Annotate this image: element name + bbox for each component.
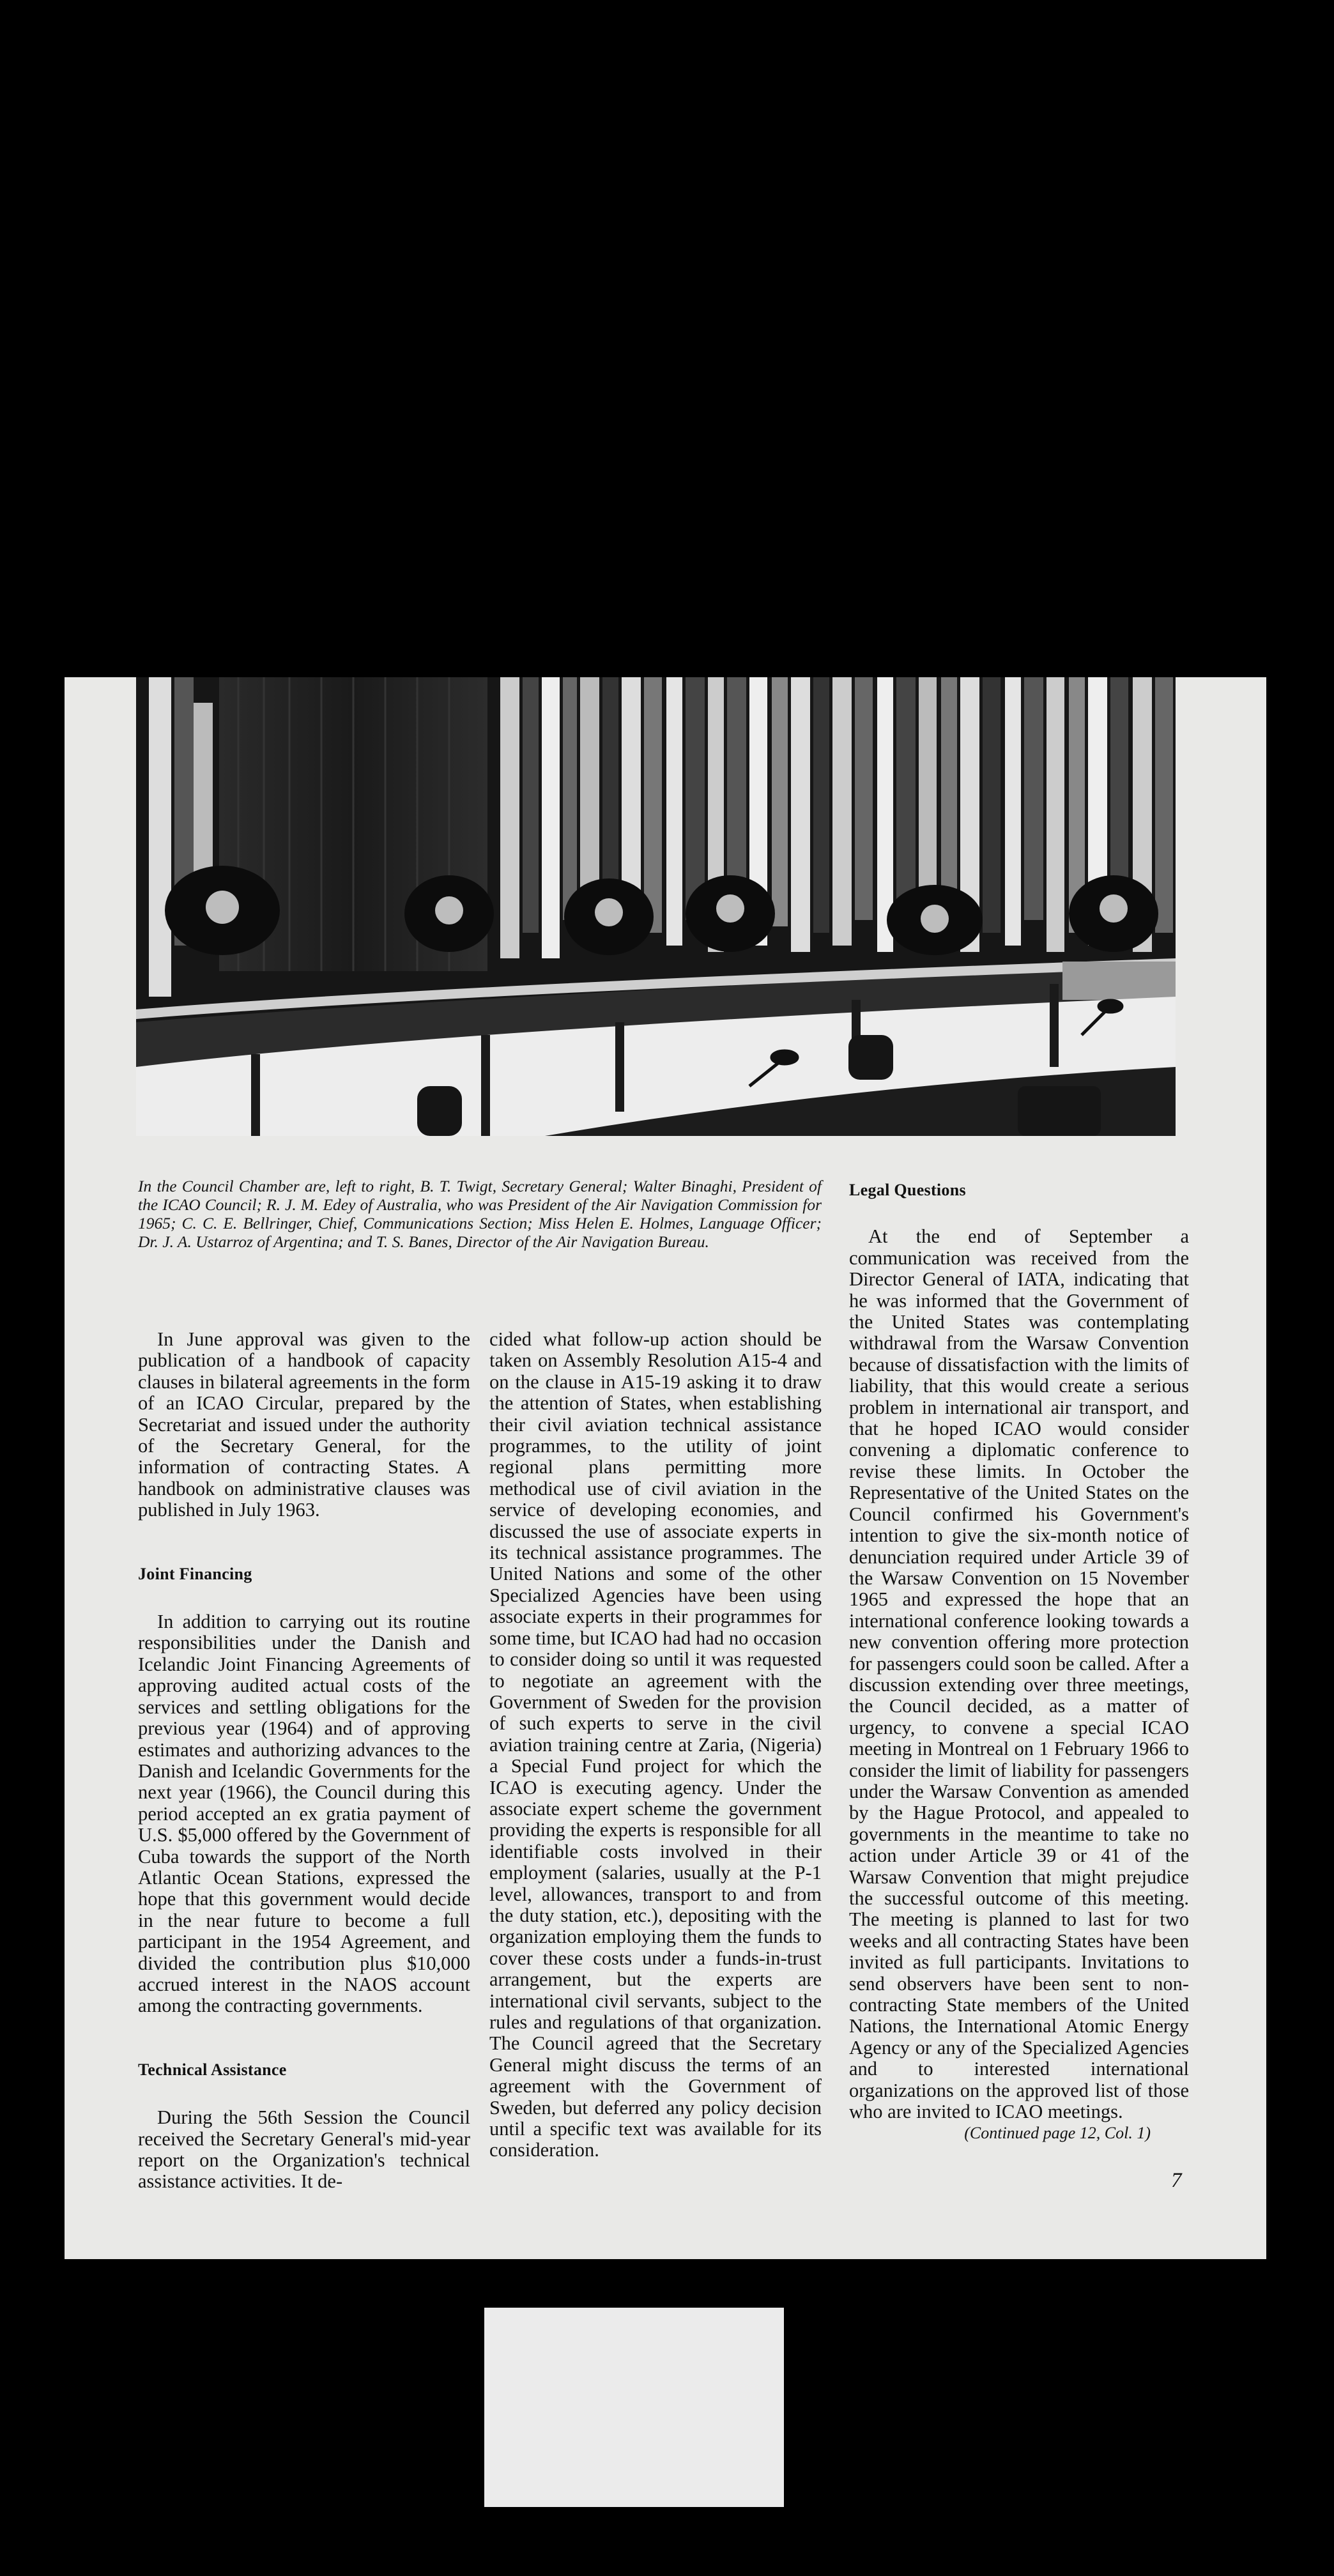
heading-legal-questions: Legal Questions — [849, 1181, 966, 1199]
column-2 — [489, 1329, 822, 2161]
council-chamber-photo — [136, 677, 1176, 1136]
paragraph-warsaw-convention: At the end of September a communication was received from the Director General of IATA, indicating that he was informed that the Government of the United States was contemplating withdrawal from the Warsaw Convention because of dissatisfaction with the limits of liability, that this would create a serious problem in international air transport, and that he hoped ICAO would consider convening a diplomatic conference to revise these limits. In October the Representative of the United States on the Council confirmed his Government's intention to give the six-month notice of denunciation required under Article 39 of the Warsaw Convention on 15 November 1965 and expressed the hope that an international conference looking towards a new convention offering more protection for passengers could soon be called. After a discussion extending over three meetings, the Council decided, as a matter of urgency, to convene a special ICAO meeting in Montreal on 1 February 1966 to consider the limit of liability for passengers under the Warsaw Convention as amended by the Hague Protocol, and appealed to governments in the meantime to take no action under Article 39 or 41 of the Warsaw Convention that might prejudice the successful outcome of this meeting. The meeting is planned to last for two weeks and all contracting States have been invited as full participants. Invitations to send observers have been sent to non-contracting State members of the United Nations, the International Atomic Energy Agency or any of the Specialized Agencies and to interested international organizations on the approved list of those who are invited to ICAO meetings. — [849, 1225, 1189, 2123]
paragraph-technical-assistance: During the 56th Session the Council received the Secretary General's mid-year report on the Organization's technical assistance activities. It de- — [138, 2106, 470, 2193]
photo-caption: In the Council Chamber are, left to right, B. T. Twigt, Secretary General; Walter Binaghi, President of the ICAO Council; R. J. M. Edey of Australia, who was President of the Air Navigation Commission for 1965; C. C. E. Bellringer, Chief, Communications Section; Miss Helen E. Holmes, Language Officer; Dr. J. A. Ustarroz of Argentina; and T. S. Banes, Director of the Air Navigation Bureau. — [138, 1177, 822, 1251]
column-1 — [138, 1329, 470, 2193]
document-page — [65, 677, 1266, 2259]
paragraph-joint-financing: In addition to carrying out its routine responsibilities under the Danish and Icelandic Joint Financing Agreements of approving audited actual costs of the services and settling obligations for the previous year (1964) and of approving estimates and authorizing advances to the Danish and Icelandic Governments for the next year (1966), the Council during this period accepted an ex gratia payment of U.S. $5,000 offered by the Government of Cuba towards the support of the North Atlantic Ocean Stations, expressed the hope that this government would decide in the near future to become a full participant in the 1954 Agreement, and divided the contribution plus $10,000 accrued interest in the NAOS account among the contracting governments. — [138, 1611, 470, 2017]
column-3 — [849, 1179, 1189, 2144]
heading-joint-financing: Joint Financing — [138, 1564, 252, 1583]
continued-note: (Continued page 12, Col. 1) — [964, 2124, 1151, 2143]
photo-image — [136, 677, 1176, 1136]
heading-technical-assistance: Technical Assistance — [138, 2060, 287, 2079]
paragraph-associate-experts: cided what follow-up action should be taken on Assembly Resolution A15-4 and on the clause in A15-19 asking it to draw the attention of States, when establishing their civil aviation technical assistance programmes, to the utility of joint regional plans permitting more methodical use of civil aviation in the service of developing economies, and discussed the use of associate experts in its technical assistance programmes. The United Nations and some of the other Specialized Agencies have been using associate experts in their programmes for some time, but ICAO had had no occasion to consider doing so until it was requested to negotiate an agreement with the Government of Sweden for the provision of such experts to serve in the civil aviation training centre at Zaria, (Nigeria) a Special Fund project for which the ICAO is executing agency. Under the associate expert scheme the government providing the experts is responsible for all identifiable costs involved in their employment (salaries, usually at the P-1 level, allowances, transport to and from the duty station, etc.), depositing with the organization employing them the funds to cover these costs under a funds-in-trust arrangement, but the experts are international civil servants, subject to the rules and regulations of that organization. The Council agreed that the Secretary General might discuss the terms of an agreement with the Government of Sweden, but deferred any policy decision until a specific text was available for its consideration. — [489, 1328, 822, 2161]
page-number: 7 — [1171, 2169, 1182, 2192]
blank-slip — [484, 2308, 784, 2507]
paragraph-handbook: In June approval was given to the publication of a handbook of capacity clauses in bilateral agreements in the form of an ICAO Circular, prepared by the Secretariat and issued under the authority of the Secretary General, for the information of contracting States. A handbook on administrative clauses was published in July 1963. — [138, 1328, 470, 1521]
